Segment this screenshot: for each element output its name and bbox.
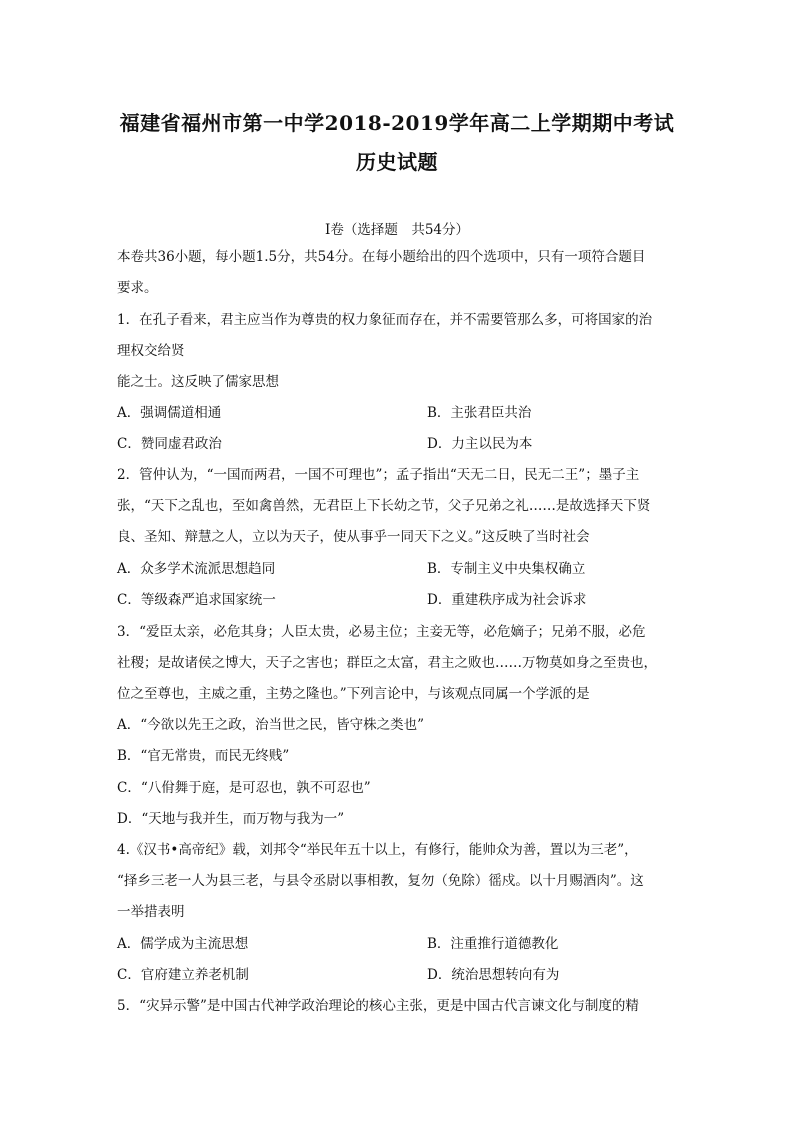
question-1-option-a: A．强调儒道相通 [117, 405, 222, 421]
question-3-stem-line: 位之至尊也，主威之重，主势之隆也。”下列言论中，与该观点同属一个学派的是 [117, 686, 590, 702]
question-4-option-b: B．注重推行道德教化 [427, 936, 559, 952]
question-2-option-c: C．等级森严追求国家统一 [117, 592, 276, 608]
section-intro-line: 要求。 [117, 280, 158, 296]
question-4-option-a: A．儒学成为主流思想 [117, 936, 249, 952]
question-4-stem-line: 4.《汉书•高帝纪》载，刘邦令“举民年五十以上，有修行，能帅众为善，置以为三老”， [117, 842, 638, 858]
question-3-option-c: C．“八佾舞于庭，是可忍也，孰不可忍也” [117, 780, 371, 796]
question-3-option-b: B．“官无常贵，而民无终贱” [117, 748, 290, 764]
section-heading: Ⅰ卷（选择题 共54分） [324, 222, 469, 238]
question-3-option-a: A．“今欲以先王之政，治当世之民，皆守株之类也” [117, 717, 425, 733]
exam-subtitle: 历史试题 [356, 150, 438, 174]
question-4-stem-line: 一举措表明 [117, 904, 185, 920]
question-2-stem-line: 张，“天下之乱也，至如禽兽然，无君臣上下长幼之节，父子兄弟之礼……是故选择天下贤 [117, 498, 651, 514]
question-2-stem-line: 良、圣知、辩慧之人，立以为天子，使从事乎一同天下之义。”这反映了当时社会 [117, 529, 590, 545]
question-1-option-d: D．力主以民为本 [427, 436, 533, 452]
question-2-option-a: A．众多学术流派思想趋同 [117, 561, 276, 577]
question-1-option-c: C．赞同虚君政治 [117, 436, 222, 452]
question-1-stem-line: 理权交给贤 [117, 343, 185, 359]
question-1-stem-line: 1．在孔子看来，君主应当作为尊贵的权力象征而存在，并不需要管那么多，可将国家的治 [117, 312, 653, 328]
section-intro-line: 本卷共36小题，每小题1.5分，共54分。在每小题给出的四个选项中，只有一项符合题目 [117, 249, 646, 265]
question-2-option-b: B．专制主义中央集权确立 [427, 561, 586, 577]
question-2-option-d: D．重建秩序成为社会诉求 [427, 592, 587, 608]
question-3-stem-line: 社稷；是故诸侯之博大，天子之害也；群臣之太富，君主之败也……万物莫如身之至贵也， [117, 655, 657, 671]
question-1-stem-line: 能之士。这反映了儒家思想 [117, 374, 279, 390]
question-4-option-d: D．统治思想转向有为 [427, 967, 560, 983]
exam-title: 福建省福州市第一中学2018-2019学年高二上学期期中考试 [119, 111, 675, 135]
question-4-option-c: C．官府建立养老机制 [117, 967, 249, 983]
question-5-stem-line: 5．“灾异示警”是中国古代神学政治理论的核心主张，更是中国古代言谏文化与制度的精 [117, 998, 639, 1014]
question-4-stem-line: “择乡三老一人为县三老，与县令丞尉以事相教，复勿（免除）徭戍。以十月赐酒肉”。这 [117, 873, 644, 889]
question-2-stem-line: 2．管仲认为，“一国而两君，一国不可理也”；孟子指出“天无二日，民无二王”；墨子主 [117, 467, 640, 483]
question-1-option-b: B．主张君臣共治 [427, 405, 532, 421]
question-3-option-d: D．“天地与我并生，而万物与我为一” [117, 811, 345, 827]
question-3-stem-line: 3．“爱臣太亲，必危其身；人臣太贵，必易主位；主妾无等，必危嫡子；兄弟不服，必危 [117, 624, 646, 640]
